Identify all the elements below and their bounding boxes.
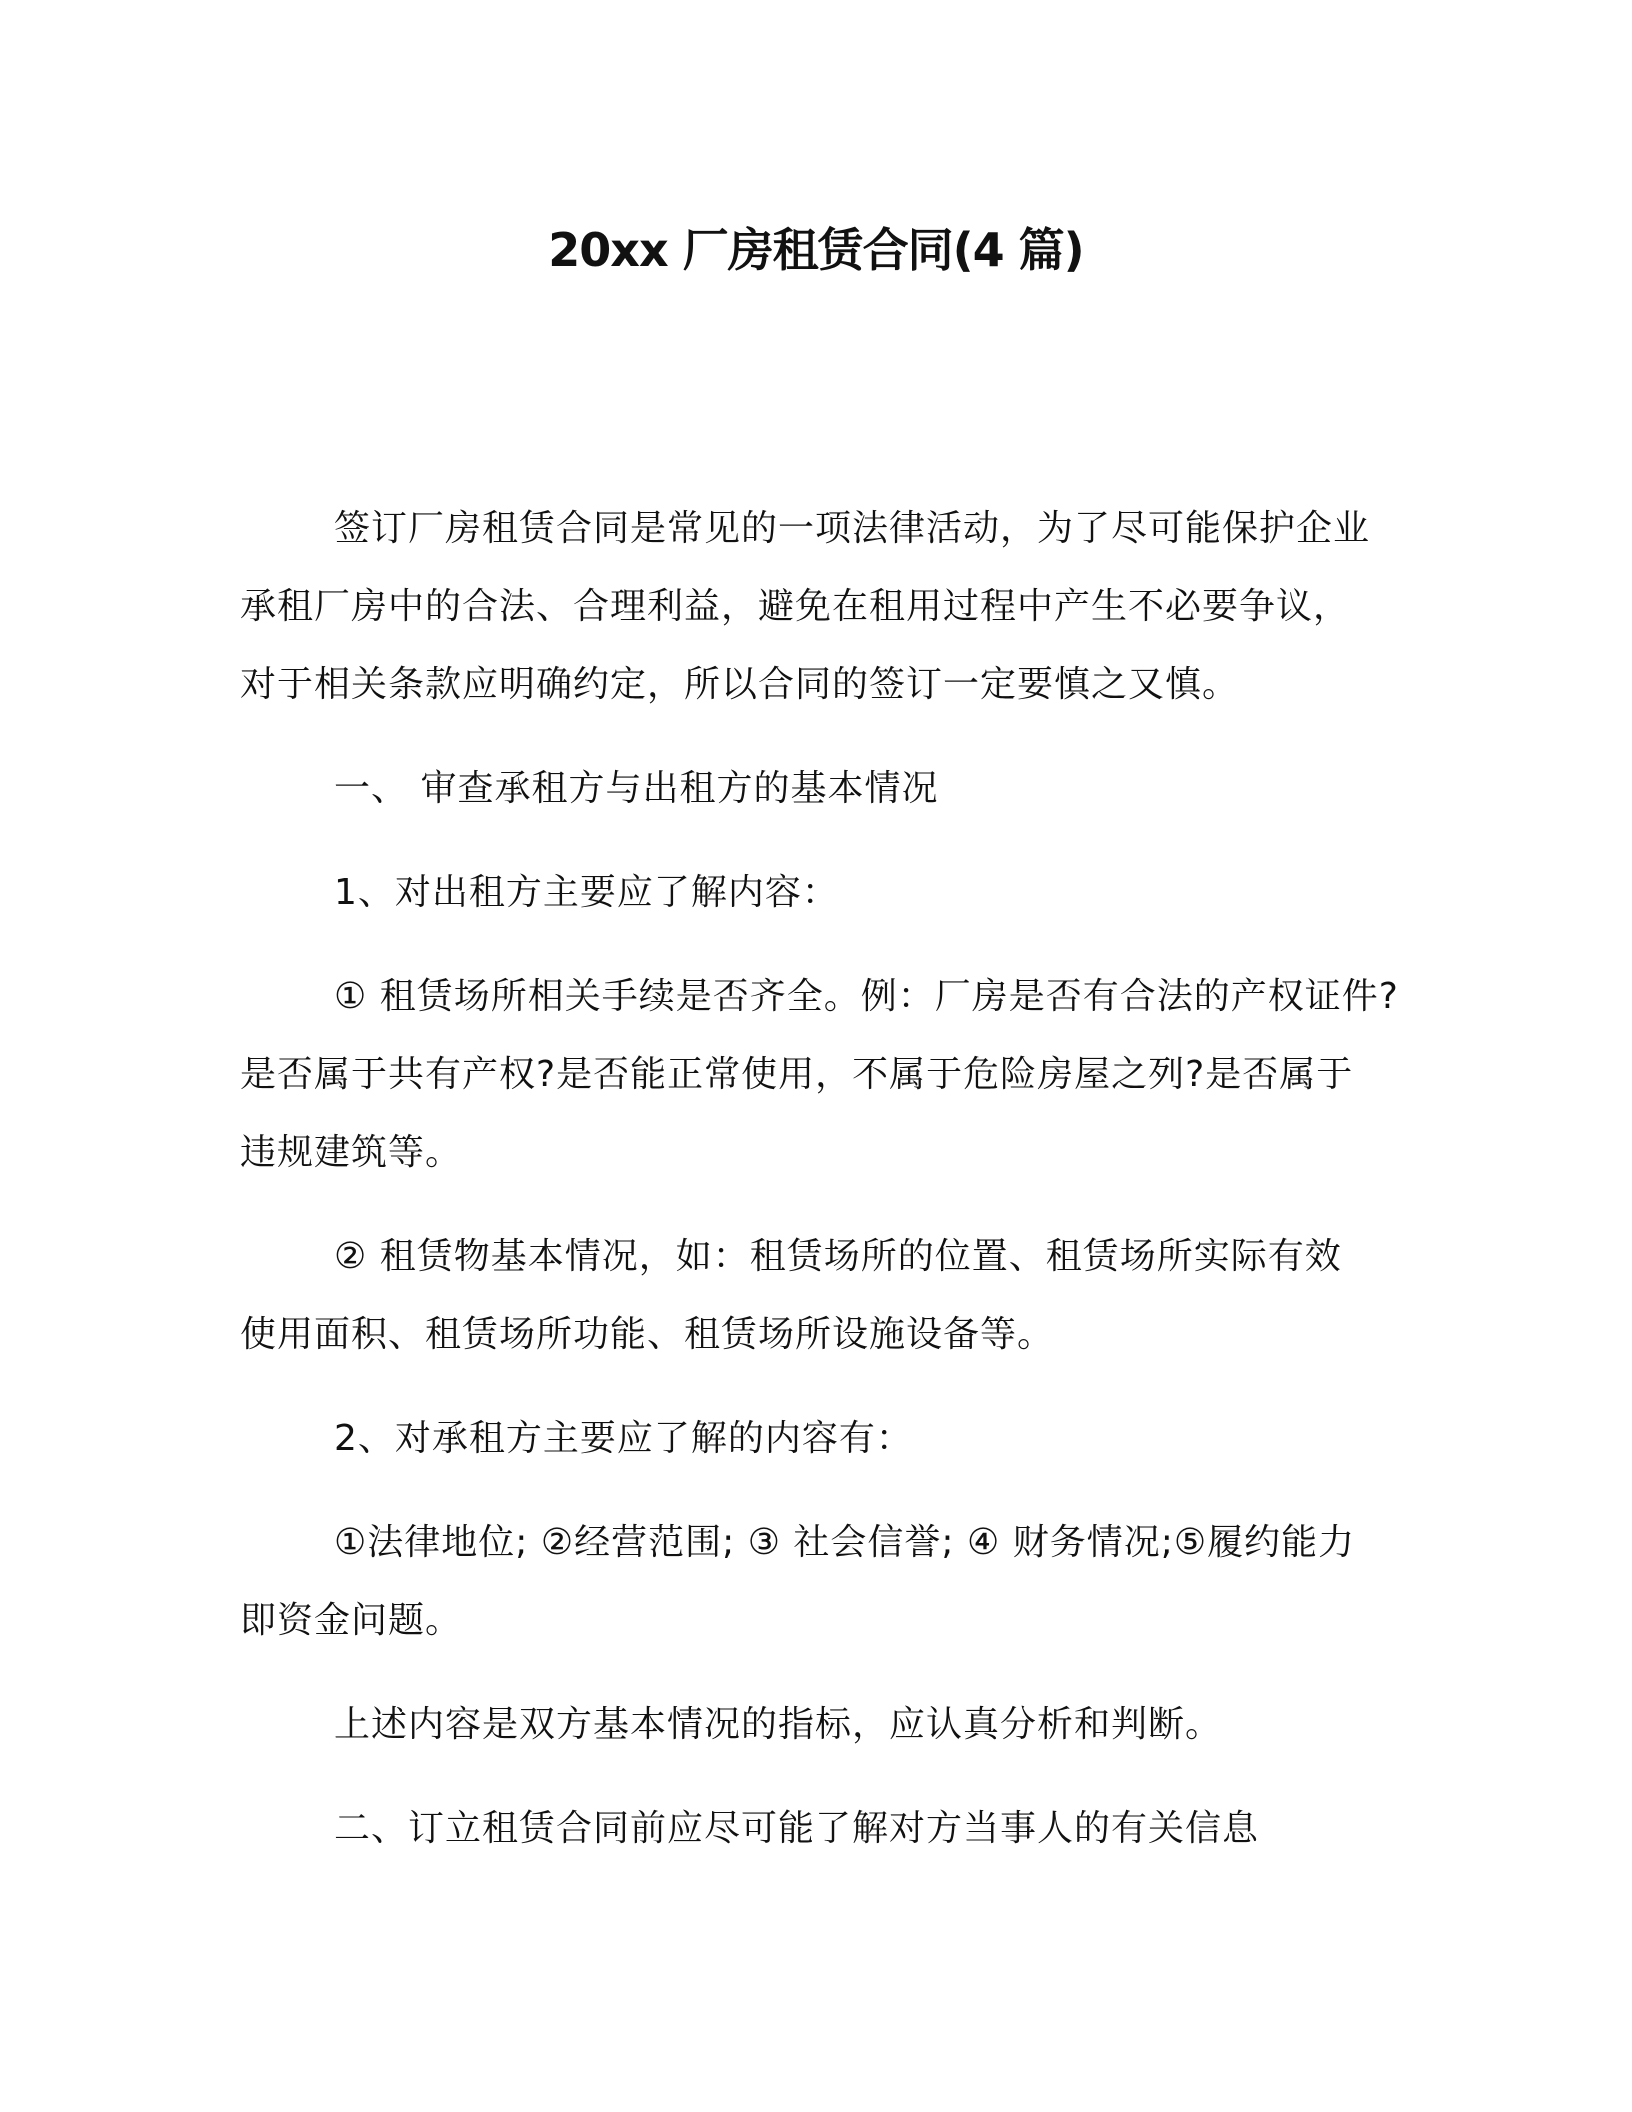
document-title: 20xx 厂房租赁合同(4 篇) — [548, 223, 1084, 277]
paragraph-line: 二、订立租赁合同前应尽可能了解对方当事人的有关信息 — [334, 1808, 1260, 1849]
paragraph-line: ①法律地位; ②经营范围; ③ 社会信誉; ④ 财务情况;⑤履约能力 — [334, 1522, 1356, 1563]
paragraph-line: ② 租赁物基本情况，如：租赁场所的位置、租赁场所实际有效 — [334, 1236, 1342, 1277]
paragraph-line: 承租厂房中的合法、合理利益，避免在租用过程中产生不必要争议， — [240, 586, 1351, 627]
paragraph-line: 1、对出租方主要应了解内容： — [334, 872, 839, 913]
paragraph-line: 签订厂房租赁合同是常见的一项法律活动，为了尽可能保护企业 — [334, 508, 1371, 549]
paragraph-line: 使用面积、租赁场所功能、租赁场所设施设备等。 — [240, 1314, 1055, 1355]
section-heading — [240, 1790, 1420, 1868]
paragraph-line: 是否属于共有产权?是否能正常使用，不属于危险房屋之列?是否属于 — [240, 1054, 1354, 1095]
paragraph-line: 违规建筑等。 — [240, 1132, 463, 1173]
paragraph — [240, 1686, 1420, 1764]
paragraph-line: 即资金问题。 — [240, 1600, 463, 1641]
paragraph-line: 上述内容是双方基本情况的指标，应认真分析和判断。 — [334, 1704, 1223, 1745]
paragraph-line: 对于相关条款应明确约定，所以合同的签订一定要慎之又慎。 — [240, 664, 1240, 705]
paragraph-line: 2、对承租方主要应了解的内容有： — [334, 1418, 913, 1459]
paragraph-line: ① 租赁场所相关手续是否齐全。例：厂房是否有合法的产权证件? — [334, 976, 1399, 1017]
paragraph — [240, 1504, 1420, 1660]
subsection-heading — [240, 1400, 1420, 1478]
document-body — [240, 490, 1420, 1894]
paragraph — [240, 490, 1420, 724]
paragraph — [240, 1218, 1420, 1374]
paragraph — [240, 958, 1420, 1192]
subsection-heading — [240, 854, 1420, 932]
section-heading — [240, 750, 1420, 828]
paragraph-line: 一、 审查承租方与出租方的基本情况 — [334, 768, 939, 809]
